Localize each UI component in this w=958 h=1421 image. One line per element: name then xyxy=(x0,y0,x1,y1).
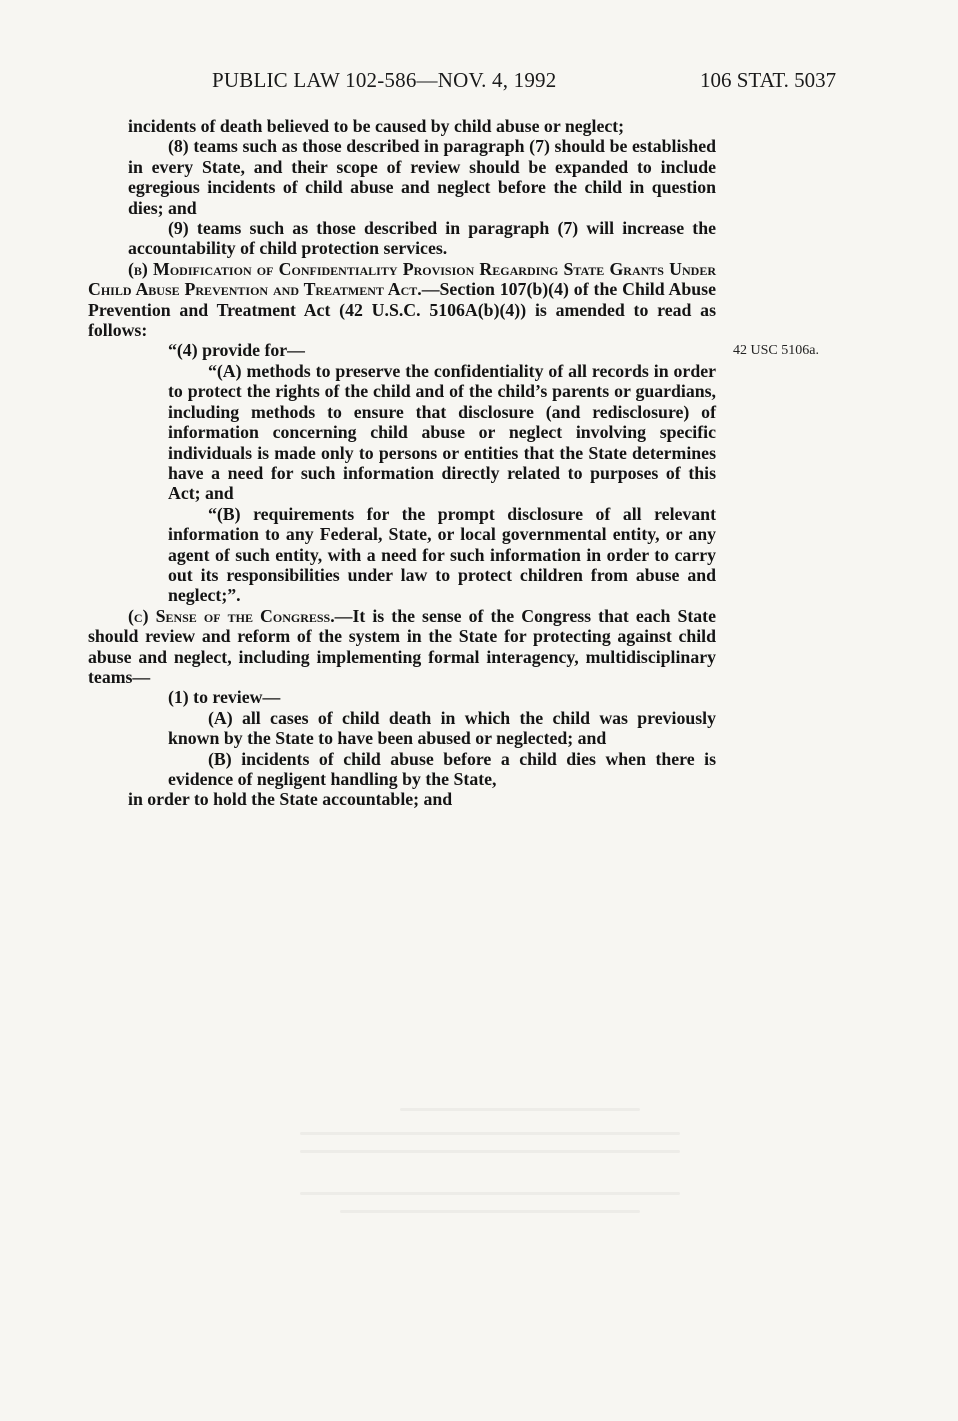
paragraph-9: (9) teams such as those described in paragraph (7) will increase the accountability of child protection services. xyxy=(128,218,716,259)
quoted-subparagraph-a: “(A) methods to preserve the confidentiality of all records in order to protect the rights of the child and of the child’s parents or guardians, including methods to ensure that disclosure (and redisclosure) of information concerning child abuse or neglect involving specific individuals is made only to persons or entities that the State determines have a need for such information directly related to purposes of this Act; and xyxy=(168,360,716,504)
margin-citation: 42 USC 5106a. xyxy=(733,343,819,358)
quoted-subparagraph-b: “(B) requirements for the prompt disclosure of all relevant information to any Federal, State, or local governmental entity, or any agent of such entity, with a need for such information in order to carry out its responsibilities under law to protect children from abuse and neglect;”. xyxy=(168,503,716,606)
paragraph-1: (1) to review— xyxy=(168,687,281,708)
closing-clause: in order to hold the State accountable; and xyxy=(128,789,453,810)
body-text xyxy=(88,116,716,810)
running-header: PUBLIC LAW 102-586—NOV. 4, 1992 xyxy=(212,68,557,92)
subsection-b-text: —Section 107(b)(4) of the Child Abuse Prevention and Treatment Act (42 U.S.C. 5106A(b)(4)) is amended to read as follows: xyxy=(88,279,716,341)
show-through-line xyxy=(300,1150,680,1153)
subsection-c-text: —It is the sense of the Congress that each State should review and reform of the system in the State for protecting against child abuse and neglect, including implementing formal interagency, multidisciplinary teams— xyxy=(88,605,716,687)
show-through-line xyxy=(300,1132,680,1135)
paragraph-continuation: incidents of death believed to be caused by child abuse or neglect; xyxy=(128,116,625,136)
subsection-c xyxy=(88,606,716,688)
show-through-line xyxy=(400,1108,640,1111)
subparagraph-b: (B) incidents of child abuse before a child dies when there is evidence of negligent handling by the State, xyxy=(168,748,716,789)
show-through-line xyxy=(340,1210,640,1213)
paragraph-8: (8) teams such as those described in paragraph (7) should be established in every State, and their scope of review should be expanded to include egregious incidents of child abuse and neglect before the child in question dies; and xyxy=(128,136,716,218)
page-number: 106 STAT. 5037 xyxy=(700,68,837,92)
subsection-c-heading: (c) Sense of the Congress. xyxy=(128,605,335,626)
subsection-b xyxy=(88,259,716,341)
quoted-paragraph-4: “(4) provide for— xyxy=(168,340,305,361)
subsection-b-heading: (b) Modification of Confidentiality Provision Regarding State Grants Under Child Abuse Prevention and Treatment Act. xyxy=(88,258,716,300)
show-through-line xyxy=(300,1192,680,1195)
subparagraph-a: (A) all cases of child death in which the child was previously known by the State to have been abused or neglected; and xyxy=(168,707,716,749)
